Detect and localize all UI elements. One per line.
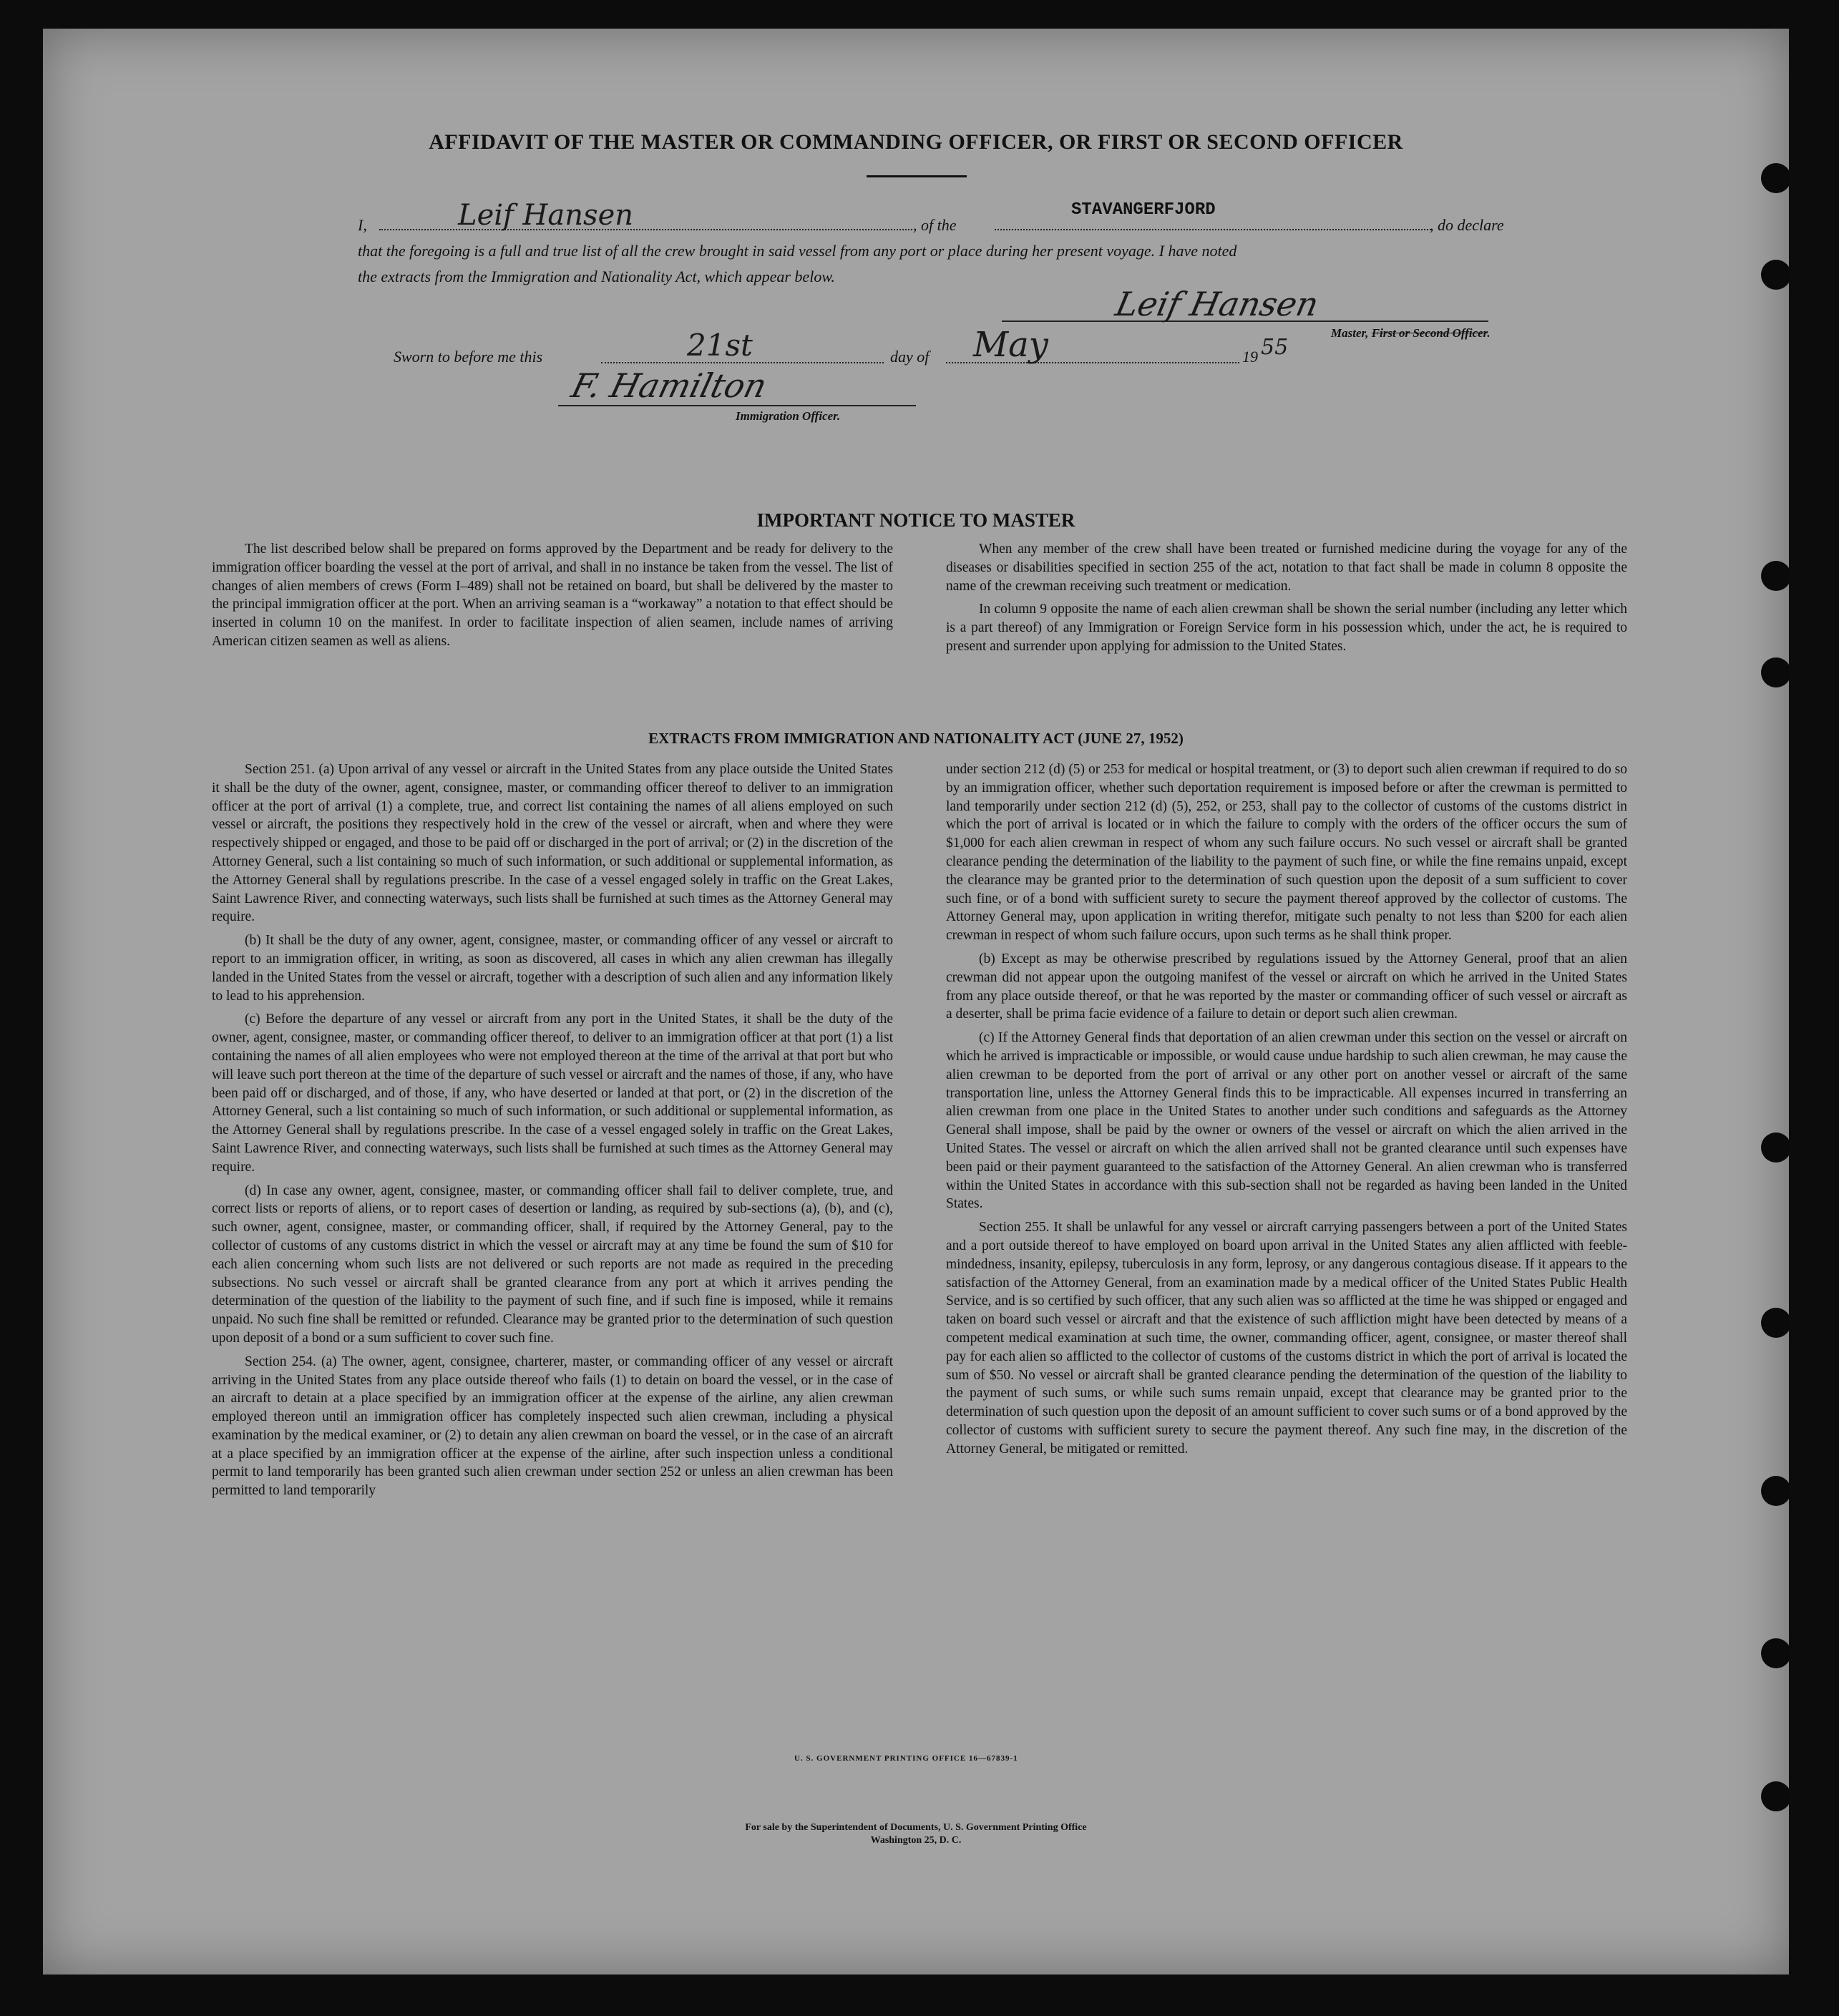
- notice-right-column: [946, 540, 1627, 661]
- title-rule: [867, 175, 967, 177]
- binder-hole: [1761, 1308, 1789, 1338]
- notice-left-paragraph: The list described below shall be prepared on forms approved by the Department and be ready for delivery to the immigration officer boarding the vessel at the port of arrival, and shall in no instance be taken from the vessel. The list of changes of alien members of crews (Form I–489) shall not be retained on board, but shall be delivered by the master to the principal immigration officer at the port. When an arriving seaman is a “workaway” a notation to that effect should be inserted in column 10 on the manifest. In order to facilitate inspection of alien seamen, include names of arriving American citizen seamen as well as aliens.: [212, 542, 893, 649]
- master-caption-suffix: .: [1487, 326, 1491, 340]
- binder-hole: [1761, 1132, 1789, 1163]
- year-prefix: 19: [1242, 348, 1258, 366]
- i-label: I,: [358, 216, 367, 234]
- officer-signature: F. Hamilton: [567, 366, 771, 405]
- binder-hole: [1761, 1476, 1789, 1506]
- extracts-title: EXTRACTS FROM IMMIGRATION AND NATIONALITY ACT (JUNE 27, 1952): [648, 730, 1184, 747]
- binder-hole: [1761, 561, 1789, 591]
- section-254-c: (c) If the Attorney General finds that deportation of an alien crewman under this section on the vessel or aircraft on which he arrived is impracticable or impossible, or would cause undue hardship to such alien crewman, he may cause the alien crewman to be deported from the port of arrival or any other port on another vessel or aircraft of the same transportation line, unless the Attorney General finds this to be impracticable. All expenses incurred in transferring an alien crewman from one place in the United States to another under such conditions and safeguards as the Attorney General shall impose, shall be paid by the owner or owners of the vessel or aircraft on which the alien arrived in the United States. The vessel or aircraft on which the alien arrived shall not be granted clearance until such expenses have been paid or their payment guaranteed to the satisfaction of the Attorney General. An alien crewman who is transferred within the United States in accordance with this sub-section shall not be regarded as having been landed in the United States.: [946, 1030, 1627, 1212]
- notice-right-paragraph-2: In column 9 opposite the name of each alien crewman shall be shown the serial number (including any letter which is a part thereof) of any Immigration or Foreign Service form in his possession which, under the act, he is required to present and surrender upon applying for admission to the United States.: [946, 602, 1627, 654]
- master-name-handwritten: Leif Hansen: [458, 199, 633, 232]
- year-handwritten: 55: [1261, 335, 1289, 360]
- master-caption-prefix: Master,: [1331, 326, 1372, 340]
- footer-line-2: Washington 25, D. C.: [870, 1835, 962, 1846]
- do-declare-label: , do declare: [1430, 216, 1504, 234]
- sworn-month-handwritten: May: [973, 325, 1048, 365]
- footer: [43, 1821, 1789, 1847]
- binder-hole: [1761, 657, 1789, 688]
- footer-line-1: For sale by the Superintendent of Documents, U. S. Government Printing Office: [745, 1822, 1087, 1833]
- vessel-name-blank: [995, 229, 1431, 230]
- of-the-label: , of the: [913, 216, 957, 234]
- section-251-d: (d) In case any owner, agent, consignee, master, or commanding officer shall fail to deliver complete, true, and correct lists or reports of aliens, or to report cases of desertion or landing, as required by sub-sections (a), (b), and (c), such owner, agent, consignee, master, or commanding officer, shall, if required by the Attorney General, pay to the collector of customs of any customs district in which the vessel or aircraft may at any time be found the sum of $10 for each alien concerning whom such lists are not delivered or such reports are not made as required in the preceding subsections. No such vessel or aircraft shall be granted clearance from any port at which it arrives pending the determination of the question of the liability to the payment of such fine, and if such fine is imposed, while it remains unpaid. No such fine shall be remitted or refunded. Clearance may be granted prior to the determination of such question upon deposit of a bond or a sum sufficient to cover such fine.: [212, 1183, 893, 1346]
- master-caption-struck: First or Second Officer: [1371, 326, 1488, 340]
- statement-line-2: the extracts from the Immigration and Nationality Act, which appear below.: [358, 268, 835, 285]
- document-page: [43, 29, 1789, 1975]
- section-254-a: Section 254. (a) The owner, agent, consignee, charterer, master, or commanding officer of any vessel or aircraft arriving in the United States from any place outside thereof who fails (1) to detain on board the vessel, or in the case of an aircraft to detain at a place specified by an immigration officer at the expense of the airline, any alien crewman employed thereon until an immigration officer has completely inspected such alien crewman, including a physical examination by the medical examiner, or (2) to detain any alien crewman on board the vessel, or in the case of an aircraft at a place specified by an immigration officer at the expense of the airline, after such inspection unless a conditional permit to land temporarily has been granted such alien crewman under section 252 or unless an alien crewman has been permitted to land temporarily: [212, 1354, 893, 1499]
- section-251-c: (c) Before the departure of any vessel or aircraft from any port in the United States, it shall be the duty of the owner, agent, consignee, master, or commanding officer thereof, to deliver to an immigration officer at that port (1) a list containing the names of all alien employees who were not employed thereon at the time of the arrival at that port but who will leave such port thereon at the time of the departure of such vessel or aircraft and the names of those, if any, who have been paid off or discharged, and of those, if any, who have deserted or landed at that port, or (2) in the discretion of the Attorney General, such a list containing so much of such information, or such additional or supplemental information, as the Attorney General shall by regulations prescribe. In the case of a vessel engaged solely in traffic on the Great Lakes, Saint Lawrence River, and connecting waterways, such lists shall be furnished at such times as the Attorney General may require.: [212, 1012, 893, 1175]
- section-251-b: (b) It shall be the duty of any owner, agent, consignee, master, or commanding officer of any vessel or aircraft to report to an immigration officer, in writing, as soon as discovered, all cases in which any alien crewman has illegally landed in the United States from the vessel or aircraft, together with a description of such alien and any information likely to lead to his apprehension.: [212, 933, 893, 1004]
- sworn-label: Sworn to before me this: [394, 348, 543, 366]
- extracts-left-column: [212, 760, 893, 1505]
- binder-hole: [1761, 1781, 1789, 1811]
- notice-title: IMPORTANT NOTICE TO MASTER: [756, 509, 1075, 531]
- binder-hole: [1761, 260, 1789, 290]
- printing-office-line: U. S. GOVERNMENT PRINTING OFFICE 16—67839-1: [794, 1754, 1018, 1763]
- sworn-day-handwritten: 21st: [687, 328, 753, 363]
- binder-hole: [1761, 163, 1789, 193]
- officer-signature-blank: [558, 405, 916, 406]
- section-251-a: Section 251. (a) Upon arrival of any vessel or aircraft in the United States from any place outside the United States it shall be the duty of the owner, agent, consignee, master, or commanding officer thereof to deliver to an immigration officer at the port of arrival (1) a complete, true, and correct list containing the names of all aliens employed on such vessel or aircraft, the positions they respectively hold in the crew of the vessel or aircraft, when and where they were respectively shipped or engaged, and those to be paid off or discharged in the port of arrival; or (2) in the discretion of the Attorney General, such a list containing so much of such information, or such additional or supplemental information, as the Attorney General shall by regulations prescribe. In the case of a vessel engaged solely in traffic on the Great Lakes, Saint Lawrence River, and connecting waterways, such lists shall be furnished at such times as the Attorney General may require.: [212, 762, 893, 925]
- master-caption: [1331, 326, 1491, 341]
- day-of-label: day of: [890, 348, 930, 366]
- master-signature: Leif Hansen: [1112, 285, 1322, 323]
- affidavit-title: AFFIDAVIT OF THE MASTER OR COMMANDING OFFICER, OR FIRST OR SECOND OFFICER: [429, 130, 1403, 154]
- section-254-b: (b) Except as may be otherwise prescribed by regulations issued by the Attorney General, proof that an alien crewman did not appear upon the outgoing manifest of the vessel or aircraft on which he arrived in the United States from any place outside thereof, or that he was reported by the master or commanding officer of such vessel or aircraft as a deserter, shall be prima facie evidence of a failure to detain or deport such alien crewman.: [946, 951, 1627, 1022]
- vessel-name: STAVANGERFJORD: [1071, 200, 1216, 220]
- binder-hole: [1761, 1638, 1789, 1668]
- officer-caption: Immigration Officer.: [736, 409, 841, 423]
- section-255: Section 255. It shall be unlawful for any vessel or aircraft carrying passengers between a port of the United States and a port outside thereof to have employed on board upon arrival in the United States any alien afflicted with feeble-mindedness, insanity, epilepsy, tuberculosis in any form, leprosy, or any dangerous contagious disease. If it appears to the satisfaction of the Attorney General, from an examination made by a medical officer of the United States Public Health Service, and is so certified by such officer, that any such alien was so afflicted at the time he was shipped or engaged and taken on board such vessel or aircraft and that the existence of such affliction might have been detected by means of a competent medical examination at such time, the owner, commanding officer, agent, consignee, or master thereof shall pay for each alien so afflicted to the collector of customs of the customs district in which the port of arrival is located the sum of $50. No vessel or aircraft shall be granted clearance pending the determination of the question of the liability to the payment of such sums, or while such sums remain unpaid, except that clearance may be granted prior to the determination of such question upon the deposit of an amount sufficient to cover such sums or of a bond approved by the collector of customs with sufficient surety to secure the payment thereof. Any such fine may, in the discretion of the Attorney General, be mitigated or remitted.: [946, 1220, 1627, 1457]
- notice-left-column: [212, 540, 893, 656]
- section-254-a-continued: under section 212 (d) (5) or 253 for medical or hospital treatment, or (3) to deport such alien crewman if required to do so by an immigration officer, whether such deportation requirement is imposed before or after the crewman is permitted to land temporarily under section 212 (d) (5), 252, or 253, shall pay to the collector of customs of the customs district in which the port of arrival is located or in which the failure to comply with the orders of the officer occurs the sum of $1,000 for each alien crewman in respect of whom any such failure occurs. No such vessel or aircraft shall be granted clearance pending the determination of the liability to the payment of such fine, or while the fine remains unpaid, except the clearance may be granted prior to the determination of such question upon the deposit of a sum sufficient to cover such fine, or of a bond with sufficient surety to secure the payment thereof approved by the collector of customs. The Attorney General may, upon application in writing therefor, mitigate such penalty to not less than $200 for each alien crewman in respect of whom such failure occurs, upon such terms as he shall think proper.: [946, 762, 1627, 944]
- statement-line-1: that the foregoing is a full and true list of all the crew brought in said vessel from any port or place during her present voyage. I have noted: [358, 242, 1237, 260]
- notice-right-paragraph-1: When any member of the crew shall have been treated or furnished medicine during the voyage for any of the diseases or disabilities specified in section 255 of the act, notation to that fact shall be made in column 8 opposite the name of the crewman receiving such treatment or medication.: [946, 542, 1627, 594]
- extracts-right-column: [946, 760, 1627, 1463]
